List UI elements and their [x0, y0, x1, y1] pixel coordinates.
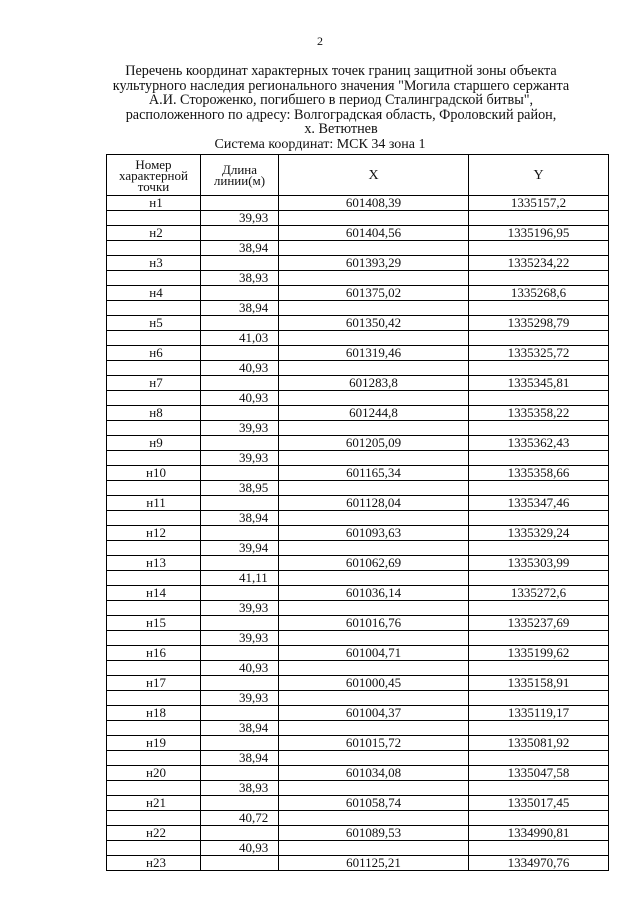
y-coordinate-cell: 1335047,58 — [469, 766, 609, 781]
length-spacer-cell — [201, 706, 279, 721]
x-coordinate-cell: 601375,02 — [279, 286, 469, 301]
point-id-cell: н10 — [107, 466, 201, 481]
segment-length-cell: 39,93 — [201, 451, 279, 466]
x-coordinate-cell: 601350,42 — [279, 316, 469, 331]
blank-cell — [107, 721, 201, 736]
table-row — [107, 616, 609, 631]
blank-cell — [469, 631, 609, 646]
blank-cell — [469, 571, 609, 586]
blank-cell — [107, 451, 201, 466]
length-spacer-cell — [201, 736, 279, 751]
segment-length-cell: 39,93 — [201, 631, 279, 646]
length-spacer-cell — [201, 676, 279, 691]
segment-length-row — [107, 841, 609, 856]
blank-cell — [107, 541, 201, 556]
x-coordinate-cell: 601128,04 — [279, 496, 469, 511]
table-row — [107, 826, 609, 841]
length-spacer-cell — [201, 496, 279, 511]
blank-cell — [279, 421, 469, 436]
y-coordinate-cell: 1335329,24 — [469, 526, 609, 541]
column-header-point — [107, 155, 201, 196]
blank-cell — [469, 391, 609, 406]
y-coordinate-cell: 1335325,72 — [469, 346, 609, 361]
y-coordinate-cell: 1335347,46 — [469, 496, 609, 511]
table-row — [107, 406, 609, 421]
blank-cell — [107, 811, 201, 826]
segment-length-row — [107, 751, 609, 766]
coordinates-table — [106, 154, 609, 871]
length-spacer-cell — [201, 796, 279, 811]
segment-length-cell: 39,93 — [201, 691, 279, 706]
blank-cell — [469, 241, 609, 256]
length-spacer-cell — [201, 196, 279, 211]
segment-length-row — [107, 271, 609, 286]
table-row — [107, 796, 609, 811]
blank-cell — [107, 391, 201, 406]
y-coordinate-cell: 1335157,2 — [469, 196, 609, 211]
length-spacer-cell — [201, 346, 279, 361]
blank-cell — [279, 391, 469, 406]
table-row — [107, 646, 609, 661]
point-id-cell: н23 — [107, 856, 201, 871]
point-id-cell: н12 — [107, 526, 201, 541]
length-spacer-cell — [201, 586, 279, 601]
y-coordinate-cell: 1334970,76 — [469, 856, 609, 871]
point-id-cell: н5 — [107, 316, 201, 331]
x-coordinate-cell: 601058,74 — [279, 796, 469, 811]
point-id-cell: н3 — [107, 256, 201, 271]
y-coordinate-cell: 1335303,99 — [469, 556, 609, 571]
point-id-cell: н20 — [107, 766, 201, 781]
blank-cell — [279, 361, 469, 376]
blank-cell — [107, 211, 201, 226]
blank-cell — [279, 661, 469, 676]
y-coordinate-cell: 1335158,91 — [469, 676, 609, 691]
x-coordinate-cell: 601089,53 — [279, 826, 469, 841]
blank-cell — [279, 451, 469, 466]
blank-cell — [107, 481, 201, 496]
y-coordinate-cell: 1334990,81 — [469, 826, 609, 841]
blank-cell — [279, 751, 469, 766]
page-number: 2 — [317, 34, 323, 48]
length-spacer-cell — [201, 646, 279, 661]
blank-cell — [107, 241, 201, 256]
segment-length-row — [107, 451, 609, 466]
blank-cell — [107, 421, 201, 436]
column-header-length — [201, 155, 279, 196]
segment-length-row — [107, 361, 609, 376]
blank-cell — [279, 301, 469, 316]
segment-length-cell: 38,94 — [201, 721, 279, 736]
length-spacer-cell — [201, 436, 279, 451]
blank-cell — [107, 571, 201, 586]
x-coordinate-cell: 601036,14 — [279, 586, 469, 601]
table-row — [107, 526, 609, 541]
segment-length-row — [107, 691, 609, 706]
blank-cell — [279, 781, 469, 796]
y-coordinate-cell: 1335237,69 — [469, 616, 609, 631]
blank-cell — [107, 271, 201, 286]
blank-cell — [469, 361, 609, 376]
segment-length-cell: 40,72 — [201, 811, 279, 826]
blank-cell — [469, 211, 609, 226]
segment-length-cell: 38,94 — [201, 511, 279, 526]
segment-length-cell: 41,11 — [201, 571, 279, 586]
length-spacer-cell — [201, 226, 279, 241]
blank-cell — [279, 241, 469, 256]
header-line: Номер — [135, 156, 172, 172]
segment-length-cell: 38,95 — [201, 481, 279, 496]
length-spacer-cell — [201, 466, 279, 481]
blank-cell — [279, 271, 469, 286]
segment-length-row — [107, 631, 609, 646]
point-id-cell: н22 — [107, 826, 201, 841]
x-coordinate-cell: 601004,71 — [279, 646, 469, 661]
blank-cell — [469, 721, 609, 736]
x-coordinate-cell: 601000,45 — [279, 676, 469, 691]
segment-length-cell: 41,03 — [201, 331, 279, 346]
blank-cell — [279, 691, 469, 706]
length-spacer-cell — [201, 316, 279, 331]
table-row — [107, 586, 609, 601]
segment-length-row — [107, 421, 609, 436]
point-id-cell: н17 — [107, 676, 201, 691]
blank-cell — [279, 841, 469, 856]
blank-cell — [469, 781, 609, 796]
point-id-cell: н15 — [107, 616, 201, 631]
blank-cell — [107, 631, 201, 646]
y-coordinate-cell: 1335345,81 — [469, 376, 609, 391]
header-line: точки — [137, 178, 170, 194]
coordinate-system-caption: Система координат: МСК 34 зона 1 — [214, 137, 426, 152]
blank-cell — [469, 841, 609, 856]
heading-line: расположенного по адресу: Волгоградская область, Фроловский район, — [125, 106, 557, 123]
blank-cell — [279, 571, 469, 586]
x-coordinate-cell: 601205,09 — [279, 436, 469, 451]
table-row — [107, 496, 609, 511]
length-spacer-cell — [201, 856, 279, 871]
point-id-cell: н7 — [107, 376, 201, 391]
header-line: характерной — [119, 167, 188, 183]
point-id-cell: н19 — [107, 736, 201, 751]
segment-length-row — [107, 511, 609, 526]
y-coordinate-cell: 1335358,22 — [469, 406, 609, 421]
length-spacer-cell — [201, 616, 279, 631]
point-id-cell: н21 — [107, 796, 201, 811]
blank-cell — [469, 601, 609, 616]
blank-cell — [107, 361, 201, 376]
blank-cell — [469, 421, 609, 436]
y-coordinate-cell: 1335268,6 — [469, 286, 609, 301]
segment-length-cell: 39,93 — [201, 211, 279, 226]
blank-cell — [107, 841, 201, 856]
point-id-cell: н8 — [107, 406, 201, 421]
y-coordinate-cell: 1335358,66 — [469, 466, 609, 481]
header-line: линии(м) — [213, 173, 266, 188]
table-row — [107, 766, 609, 781]
table-row — [107, 346, 609, 361]
blank-cell — [279, 511, 469, 526]
segment-length-cell: 40,93 — [201, 841, 279, 856]
length-spacer-cell — [201, 826, 279, 841]
blank-cell — [107, 661, 201, 676]
table-header-row — [107, 155, 609, 196]
blank-cell — [469, 541, 609, 556]
x-coordinate-cell: 601244,8 — [279, 406, 469, 421]
y-coordinate-cell: 1335119,17 — [469, 706, 609, 721]
length-spacer-cell — [201, 256, 279, 271]
blank-cell — [279, 721, 469, 736]
x-coordinate-cell: 601062,69 — [279, 556, 469, 571]
segment-length-cell: 39,93 — [201, 601, 279, 616]
x-coordinate-cell: 601319,46 — [279, 346, 469, 361]
table-row — [107, 436, 609, 451]
segment-length-row — [107, 661, 609, 676]
heading-line: культурного наследия регионального значения "Могила старшего сержанта — [112, 77, 570, 94]
segment-length-row — [107, 541, 609, 556]
blank-cell — [279, 811, 469, 826]
segment-length-cell: 38,94 — [201, 751, 279, 766]
blank-cell — [469, 451, 609, 466]
blank-cell — [279, 631, 469, 646]
blank-cell — [107, 301, 201, 316]
y-coordinate-cell: 1335196,95 — [469, 226, 609, 241]
segment-length-row — [107, 811, 609, 826]
x-coordinate-cell: 601004,37 — [279, 706, 469, 721]
point-id-cell: н9 — [107, 436, 201, 451]
x-coordinate-cell: 601165,34 — [279, 466, 469, 481]
table-row — [107, 856, 609, 871]
x-coordinate-cell: 601283,8 — [279, 376, 469, 391]
x-coordinate-cell: 601408,39 — [279, 196, 469, 211]
x-coordinate-cell: 601093,63 — [279, 526, 469, 541]
point-id-cell: н18 — [107, 706, 201, 721]
length-spacer-cell — [201, 556, 279, 571]
table-row — [107, 226, 609, 241]
blank-cell — [469, 481, 609, 496]
length-spacer-cell — [201, 286, 279, 301]
heading-line: х. Ветютнев — [304, 121, 378, 138]
blank-cell — [107, 511, 201, 526]
table-row — [107, 196, 609, 211]
point-id-cell: н13 — [107, 556, 201, 571]
table-row — [107, 466, 609, 481]
segment-length-row — [107, 331, 609, 346]
y-coordinate-cell: 1335234,22 — [469, 256, 609, 271]
segment-length-row — [107, 721, 609, 736]
blank-cell — [279, 541, 469, 556]
blank-cell — [279, 601, 469, 616]
y-coordinate-cell: 1335199,62 — [469, 646, 609, 661]
table-body — [107, 196, 609, 871]
blank-cell — [469, 301, 609, 316]
table-row — [107, 256, 609, 271]
segment-length-cell: 39,94 — [201, 541, 279, 556]
x-coordinate-cell: 601404,56 — [279, 226, 469, 241]
blank-cell — [107, 751, 201, 766]
point-id-cell: н4 — [107, 286, 201, 301]
point-id-cell: н16 — [107, 646, 201, 661]
column-header-x: X — [279, 155, 469, 196]
point-id-cell: н11 — [107, 496, 201, 511]
table-row — [107, 736, 609, 751]
point-id-cell: н2 — [107, 226, 201, 241]
length-spacer-cell — [201, 406, 279, 421]
blank-cell — [469, 271, 609, 286]
segment-length-row — [107, 481, 609, 496]
segment-length-row — [107, 571, 609, 586]
segment-length-row — [107, 241, 609, 256]
segment-length-row — [107, 301, 609, 316]
point-id-cell: н6 — [107, 346, 201, 361]
segment-length-cell: 38,93 — [201, 781, 279, 796]
length-spacer-cell — [201, 766, 279, 781]
document-heading — [96, 64, 586, 137]
blank-cell — [469, 331, 609, 346]
y-coordinate-cell: 1335298,79 — [469, 316, 609, 331]
blank-cell — [469, 511, 609, 526]
segment-length-cell: 40,93 — [201, 661, 279, 676]
x-coordinate-cell: 601393,29 — [279, 256, 469, 271]
table-row — [107, 676, 609, 691]
blank-cell — [469, 811, 609, 826]
segment-length-cell: 39,93 — [201, 421, 279, 436]
y-coordinate-cell: 1335272,6 — [469, 586, 609, 601]
x-coordinate-cell: 601034,08 — [279, 766, 469, 781]
table-row — [107, 556, 609, 571]
table-row — [107, 706, 609, 721]
blank-cell — [107, 331, 201, 346]
blank-cell — [469, 661, 609, 676]
x-coordinate-cell: 601015,72 — [279, 736, 469, 751]
blank-cell — [469, 691, 609, 706]
y-coordinate-cell: 1335017,45 — [469, 796, 609, 811]
segment-length-row — [107, 781, 609, 796]
blank-cell — [469, 751, 609, 766]
header-line: Длина — [221, 162, 258, 177]
segment-length-cell: 40,93 — [201, 361, 279, 376]
blank-cell — [279, 211, 469, 226]
segment-length-cell: 38,94 — [201, 301, 279, 316]
segment-length-row — [107, 211, 609, 226]
x-coordinate-cell: 601016,76 — [279, 616, 469, 631]
segment-length-cell: 38,93 — [201, 271, 279, 286]
blank-cell — [107, 601, 201, 616]
point-id-cell: н1 — [107, 196, 201, 211]
table-row — [107, 286, 609, 301]
length-spacer-cell — [201, 526, 279, 541]
segment-length-cell: 40,93 — [201, 391, 279, 406]
heading-line: Перечень координат характерных точек границ защитной зоны объекта — [125, 63, 557, 79]
segment-length-cell: 38,94 — [201, 241, 279, 256]
blank-cell — [279, 331, 469, 346]
blank-cell — [107, 781, 201, 796]
segment-length-row — [107, 391, 609, 406]
length-spacer-cell — [201, 376, 279, 391]
segment-length-row — [107, 601, 609, 616]
table-row — [107, 316, 609, 331]
y-coordinate-cell: 1335081,92 — [469, 736, 609, 751]
blank-cell — [107, 691, 201, 706]
x-coordinate-cell: 601125,21 — [279, 856, 469, 871]
table-row — [107, 376, 609, 391]
heading-line: А.И. Стороженко, погибшего в период Сталинградской битвы", — [148, 92, 534, 109]
column-header-y: Y — [469, 155, 609, 196]
point-id-cell: н14 — [107, 586, 201, 601]
y-coordinate-cell: 1335362,43 — [469, 436, 609, 451]
blank-cell — [279, 481, 469, 496]
